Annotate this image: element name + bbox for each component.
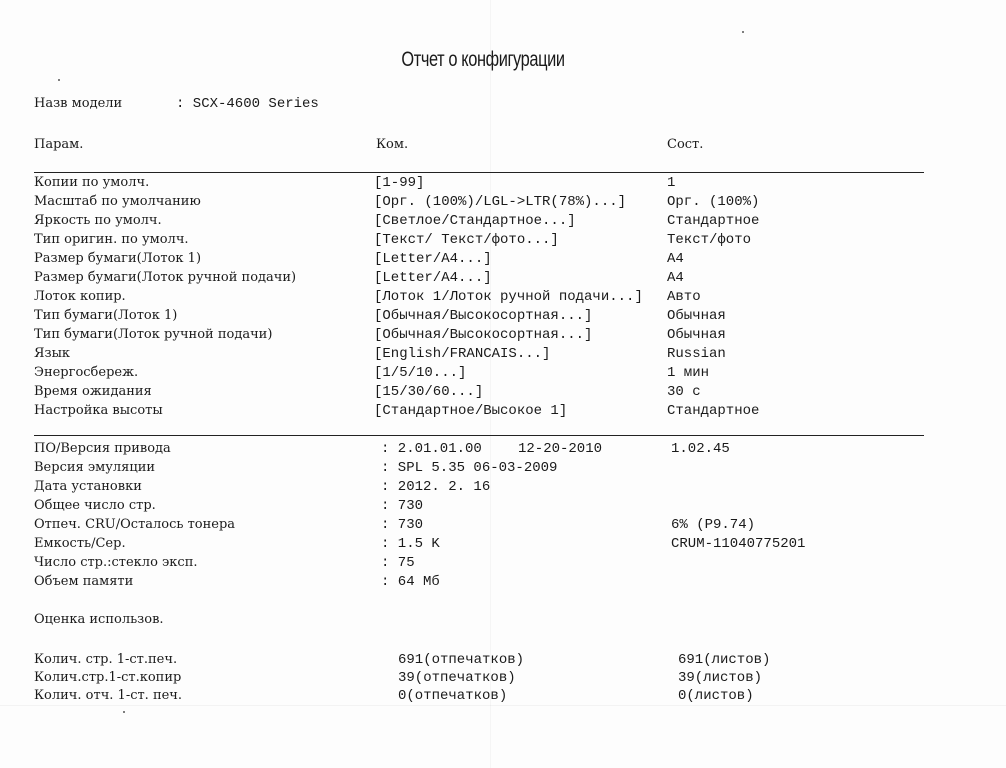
info-row (0, 441, 1006, 460)
info-value: : 730 (381, 498, 424, 514)
info-row (0, 479, 1006, 498)
header-commands: Ком. (376, 137, 409, 152)
settings-row (0, 289, 1006, 308)
divider-top (34, 172, 924, 173)
setting-state: Обычная (667, 308, 726, 324)
usage-row (0, 670, 1006, 689)
setting-state: A4 (667, 251, 684, 267)
info-row (0, 536, 1006, 555)
info-row (0, 574, 1006, 593)
setting-param: Настройка высоты (34, 403, 163, 418)
info-label: Объем памяти (34, 574, 134, 589)
setting-param: Тип оригин. по умолч. (34, 232, 189, 247)
usage-impressions: 0(отпечатков) (398, 688, 508, 704)
settings-row (0, 232, 1006, 251)
info-value: : SPL 5.35 06-03-2009 (381, 460, 558, 476)
setting-state: Авто (667, 289, 701, 305)
info-value: : 2012. 2. 16 (381, 479, 491, 495)
header-param: Парам. (34, 137, 84, 152)
info-value: : 64 Мб (381, 574, 440, 590)
settings-row (0, 175, 1006, 194)
setting-param: Время ожидания (34, 384, 152, 399)
usage-title: Оценка использов. (34, 612, 164, 627)
setting-range: [Текст/ Текст/фото...] (374, 232, 559, 248)
setting-range: [Letter/A4...] (374, 270, 492, 286)
setting-state: A4 (667, 270, 684, 286)
setting-range: [Letter/A4...] (374, 251, 492, 267)
divider-middle (34, 435, 924, 436)
setting-state: 30 с (667, 384, 701, 400)
info-extra: 1.02.45 (671, 441, 730, 457)
setting-param: Яркость по умолч. (34, 213, 162, 228)
info-extra: CRUM-11040775201 (671, 536, 806, 552)
info-label: Число стр.:стекло эксп. (34, 555, 198, 570)
setting-range: [Лоток 1/Лоток ручной подачи...] (374, 289, 643, 305)
info-row (0, 555, 1006, 574)
setting-range: [1/5/10...] (374, 365, 467, 381)
setting-param: Лоток копир. (34, 289, 126, 304)
setting-state: Текст/фото (667, 232, 752, 248)
setting-range: [1-99] (374, 175, 425, 191)
usage-impressions: 691(отпечатков) (398, 652, 525, 668)
report-title: Отчет о конфигурации (401, 48, 565, 71)
setting-state: 1 мин (667, 365, 710, 381)
setting-range: [Орг. (100%)/LGL->LTR(78%)...] (374, 194, 627, 210)
setting-range: [15/30/60...] (374, 384, 484, 400)
usage-row (0, 652, 1006, 671)
usage-impressions: 39(отпечатков) (398, 670, 516, 686)
usage-label: Колич. стр. 1-ст.печ. (34, 652, 178, 667)
setting-param: Масштаб по умолчанию (34, 194, 201, 209)
paper-speck (123, 711, 125, 713)
usage-sheets: 691(листов) (678, 652, 771, 668)
info-label: ПО/Версия привода (34, 441, 171, 456)
usage-label: Колич. отч. 1-ст. печ. (34, 688, 183, 703)
settings-row (0, 270, 1006, 289)
setting-range: [Стандартное/Высокое 1] (374, 403, 568, 419)
settings-row (0, 365, 1006, 384)
setting-param: Размер бумаги(Лоток 1) (34, 251, 202, 266)
info-row (0, 517, 1006, 536)
setting-state: Russian (667, 346, 726, 362)
settings-row (0, 308, 1006, 327)
settings-row (0, 327, 1006, 346)
setting-state: Стандартное (667, 403, 760, 419)
setting-param: Энергосбереж. (34, 365, 139, 380)
info-row (0, 498, 1006, 517)
setting-range: [Обычная/Высокосортная...] (374, 308, 593, 324)
usage-row (0, 688, 1006, 707)
info-date: 12-20-2010 (518, 441, 603, 457)
settings-row (0, 251, 1006, 270)
info-value: : 1.5 K (381, 536, 440, 552)
setting-param: Тип бумаги(Лоток 1) (34, 308, 178, 323)
settings-row (0, 194, 1006, 213)
settings-row (0, 346, 1006, 365)
info-label: Версия эмуляции (34, 460, 156, 475)
info-label: Емкость/Сер. (34, 536, 126, 551)
settings-row (0, 384, 1006, 403)
setting-state: Обычная (667, 327, 726, 343)
paper-speck (742, 31, 744, 33)
info-value: : 730 (381, 517, 424, 533)
setting-range: [English/FRANCAIS...] (374, 346, 551, 362)
settings-row (0, 213, 1006, 232)
setting-range: [Обычная/Высокосортная...] (374, 327, 593, 343)
info-label: Дата установки (34, 479, 142, 494)
info-label: Общее число стр. (34, 498, 156, 513)
setting-state: 1 (667, 175, 676, 191)
usage-sheets: 0(листов) (678, 688, 754, 704)
setting-param: Размер бумаги(Лоток ручной подачи) (34, 270, 297, 285)
info-extra: 6% (P9.74) (671, 517, 756, 533)
info-value: : 2.01.01.00 (381, 441, 482, 457)
header-state: Сост. (667, 137, 704, 152)
model-label: Назв модели (34, 96, 123, 111)
usage-label: Колич.стр.1-ст.копир (34, 670, 182, 685)
info-row (0, 460, 1006, 479)
settings-row (0, 403, 1006, 422)
setting-range: [Светлое/Стандартное...] (374, 213, 576, 229)
info-label: Отпеч. CRU/Осталось тонера (34, 517, 236, 532)
paper-speck (58, 79, 60, 81)
setting-state: Стандартное (667, 213, 760, 229)
setting-param: Копии по умолч. (34, 175, 150, 190)
setting-state: Орг. (100%) (667, 194, 760, 210)
usage-sheets: 39(листов) (678, 670, 763, 686)
setting-param: Язык (34, 346, 71, 361)
setting-param: Тип бумаги(Лоток ручной подачи) (34, 327, 273, 342)
info-value: : 75 (381, 555, 415, 571)
model-line (34, 96, 319, 112)
model-value: : SCX-4600 Series (176, 96, 319, 112)
